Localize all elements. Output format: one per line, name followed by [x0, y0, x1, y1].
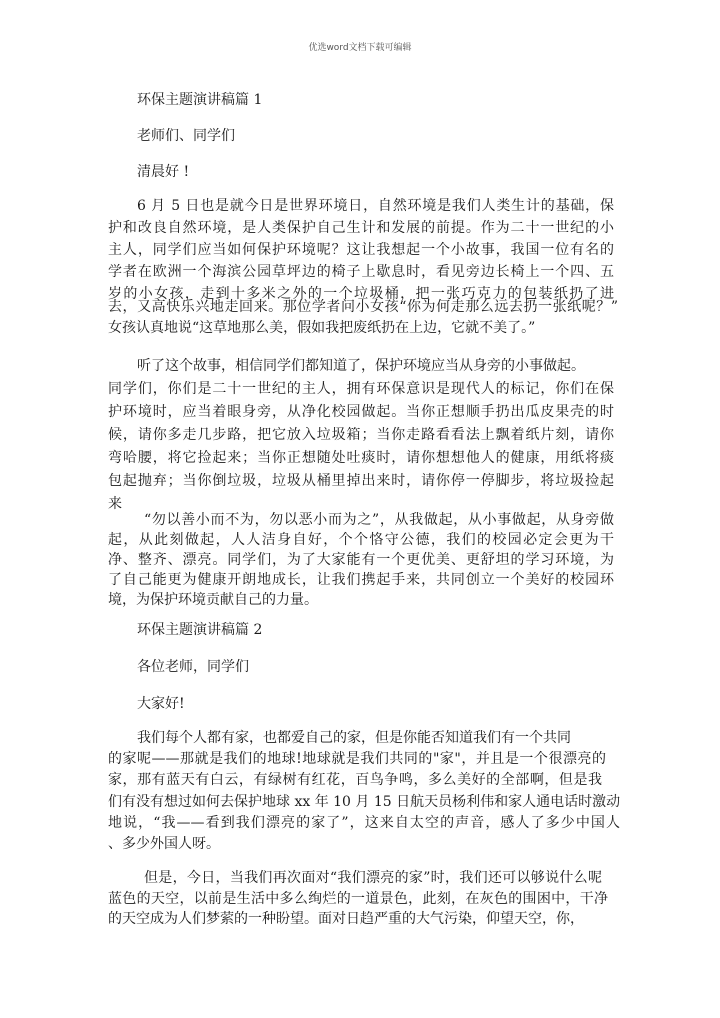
text-line: 净、整齐、漂亮。同学们，为了大家能有一个更优美、更舒坦的学习环境，为: [108, 552, 614, 568]
text-line: 女孩认真地说“这草地那么美，假如我把废纸扔在上边，它就不美了。”: [108, 320, 536, 336]
text-line: 来: [108, 496, 122, 512]
text-line: 岁的小女孩，走到十多米之外的一个垃圾桶，把一张巧克力的包装纸扔了进: [108, 286, 614, 302]
text-line: 境，为保护环境贡献自己的力量。: [108, 592, 318, 608]
text-line: 听了这个故事，相信同学们都知道了，保护环境应当从身旁的小事做起。: [137, 358, 585, 374]
text-line: 护环境时，应当着眼身旁，从净化校园做起。当你正想顺手扔出瓜皮果壳的时: [108, 404, 614, 420]
section-title: 环保主题演讲稿篇 2: [137, 622, 263, 638]
text-line: 主人，同学们应当如何保护环境呢？这让我想起一个小故事，我国一位有名的: [108, 242, 614, 258]
text-line: 、多少外国人呀。: [108, 836, 220, 852]
text-line: 包起抛弃；当你倒垃圾，垃圾从桶里掉出来时，请你停一停脚步，将垃圾捡起: [108, 473, 614, 489]
section-title: 环保主题演讲稿篇 1: [137, 92, 263, 108]
text-line: 6 月 5 日也是就今日是世界环境日，自然环境是我们人类生计的基础，保: [137, 198, 614, 214]
page-header: 优选word文档下载可编辑: [308, 43, 412, 53]
text-line: 我们每个人都有家，也都爱自己的家，但是你能否知道我们有一个共同: [137, 730, 571, 746]
text-line: 但是，今日，当我们再次面对“我们漂亮的家”时，我们还可以够说什么呢: [144, 870, 602, 886]
text-line: 蓝色的天空，以前是生活中多么绚烂的一道景色，此刻，在灰色的围困中，干净: [108, 891, 608, 907]
text-line: 了自己能更为健康开朗地成长，让我们携起手来，共同创立一个美好的校园环: [108, 572, 614, 588]
text-line: “勿以善小而不为，勿以恶小而为之”，从我做起，从小事做起，从身旁做: [144, 512, 614, 528]
text-line: 候，请你多走几步路，把它放入垃圾箱；当你走路看看法上飘着纸片刻，请你: [108, 427, 614, 443]
greeting: 大家好!: [137, 696, 185, 712]
text-line: 家，那有蓝天有白云，有绿树有红花，百鸟争鸣，多么美好的全部啊，但是我: [108, 772, 602, 788]
text-line: 弯哈腰，将它捡起来；当你正想随处吐痰时，请你想想他人的健康，用纸将痰: [108, 450, 614, 466]
text-line: 护和改良自然环境，是人类保护自己生计和发展的前提。作为二十一世纪的小: [108, 220, 614, 236]
text-line: 同学们，你们是二十一世纪的主人，拥有环保意识是现代人的标记，你们在保: [108, 381, 614, 397]
text-line: 的天空成为人们梦萦的一种盼望。面对日趋严重的大气污染，仰望天空，你，: [108, 911, 584, 927]
text-line: 去，又高快乐兴地走回来。那位学者问小女孩“你为何走那么远去扔一张纸呢？”: [108, 299, 618, 315]
salutation: 各位老师，同学们: [137, 659, 249, 675]
text-line: 学者在欧洲一个海滨公园草坪边的椅子上歇息时，看见旁边长椅上一个四、五: [108, 264, 614, 280]
salutation: 老师们、同学们: [137, 128, 235, 144]
text-line: 的家呢——那就是我们的地球!地球就是我们共同的"家"，并且是一个很漂亮的: [108, 751, 606, 767]
text-line: 起，从此刻做起，人人洁身自好，个个恪守公德，我们的校园必定会更为干: [108, 532, 614, 548]
text-line: 地说，“我——看到我们漂亮的家了”，这来自太空的声音，感人了多少中国人: [108, 815, 620, 831]
greeting: 清晨好 !: [137, 164, 190, 180]
text-line: 们有没有想过如何去保护地球 xx 年 10 月 15 日航天员杨利伟和家人通电话时激动: [108, 794, 621, 810]
